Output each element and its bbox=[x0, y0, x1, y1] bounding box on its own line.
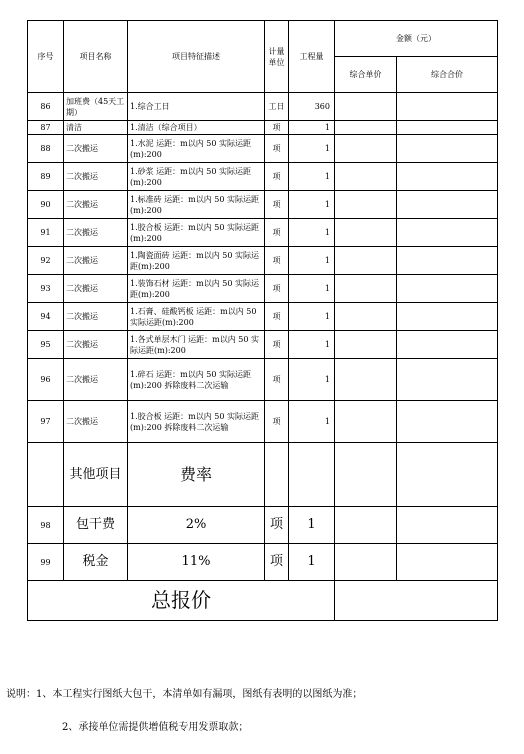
row-total-price bbox=[397, 121, 498, 135]
row-desc: 1.砂浆 运距：m以内 50 实际运距(m):200 bbox=[128, 163, 265, 191]
table-row bbox=[28, 135, 498, 163]
row-total-price bbox=[397, 401, 498, 443]
row-qty: 360 bbox=[289, 93, 335, 121]
row-desc: 1.石膏、硅酸钙板 运距：m以内 50 实际运距(m):200 bbox=[128, 303, 265, 331]
row-unit: 项 bbox=[265, 275, 289, 303]
row-seq: 96 bbox=[28, 359, 64, 401]
other-items-label: 其他项目 bbox=[64, 443, 128, 507]
row-unit: 项 bbox=[265, 401, 289, 443]
row-desc: 1.胶合板 运距：m以内 50 实际运距(m):200 bbox=[128, 219, 265, 247]
row-qty: 1 bbox=[289, 121, 335, 135]
total-quote-value bbox=[335, 581, 498, 621]
bill-of-quantities-table bbox=[27, 20, 498, 621]
header-desc: 项目特征描述 bbox=[128, 21, 265, 93]
header-qty: 工程量 bbox=[289, 21, 335, 93]
table-row bbox=[28, 401, 498, 443]
notes bbox=[6, 688, 362, 702]
row-name: 清洁 bbox=[64, 121, 128, 135]
row-total-price bbox=[397, 135, 498, 163]
row-unit: 项 bbox=[265, 303, 289, 331]
header-unit-price: 综合单价 bbox=[335, 57, 397, 93]
header-total-price: 综合合价 bbox=[397, 57, 498, 93]
row-name: 二次搬运 bbox=[64, 331, 128, 359]
row-total-price bbox=[397, 331, 498, 359]
row-unit-price bbox=[335, 331, 397, 359]
row-name: 二次搬运 bbox=[64, 303, 128, 331]
row-name: 二次搬运 bbox=[64, 275, 128, 303]
row-unit: 项 bbox=[265, 121, 289, 135]
fee-qty: 1 bbox=[289, 544, 335, 581]
table-row bbox=[28, 247, 498, 275]
row-qty: 1 bbox=[289, 401, 335, 443]
fee-qty: 1 bbox=[289, 507, 335, 544]
row-total-price bbox=[397, 303, 498, 331]
table-row bbox=[28, 219, 498, 247]
row-total-price bbox=[397, 247, 498, 275]
row-unit-price bbox=[335, 401, 397, 443]
other-items-header-row bbox=[28, 443, 498, 507]
row-qty: 1 bbox=[289, 247, 335, 275]
header-unit: 计量单位 bbox=[265, 21, 289, 93]
note-line-2: 2、承接单位需提供增值税专用发票取款； bbox=[62, 722, 249, 733]
row-desc: 1.陶瓷面砖 运距：m以内 50 实际运距(m):200 bbox=[128, 247, 265, 275]
row-qty: 1 bbox=[289, 275, 335, 303]
table-row bbox=[28, 359, 498, 401]
row-qty: 1 bbox=[289, 135, 335, 163]
row-seq: 97 bbox=[28, 401, 64, 443]
row-total-price bbox=[397, 219, 498, 247]
total-quote-label: 总报价 bbox=[28, 581, 335, 621]
row-unit-price bbox=[335, 93, 397, 121]
row-seq: 90 bbox=[28, 191, 64, 219]
row-desc: 1.各式单层木门 运距：m以内 50 实际运距(m):200 bbox=[128, 331, 265, 359]
table-row bbox=[28, 93, 498, 121]
row-qty: 1 bbox=[289, 219, 335, 247]
row-seq: 95 bbox=[28, 331, 64, 359]
row-unit-price bbox=[335, 275, 397, 303]
table-row bbox=[28, 303, 498, 331]
row-unit: 项 bbox=[265, 331, 289, 359]
row-name: 加班费（45天工期） bbox=[64, 93, 128, 121]
row-name: 二次搬运 bbox=[64, 247, 128, 275]
fee-name: 税金 bbox=[64, 544, 128, 581]
note-line-1: 说明：1、本工程实行图纸大包干，本清单如有漏项，图纸有表明的以图纸为准； bbox=[6, 689, 363, 700]
row-unit-price bbox=[335, 303, 397, 331]
row-unit: 工日 bbox=[265, 93, 289, 121]
header-seq: 序号 bbox=[28, 21, 64, 93]
row-name: 二次搬运 bbox=[64, 163, 128, 191]
table-row bbox=[28, 121, 498, 135]
row-total-price bbox=[397, 191, 498, 219]
fee-row bbox=[28, 544, 498, 581]
row-unit-price bbox=[335, 247, 397, 275]
row-seq: 93 bbox=[28, 275, 64, 303]
row-unit-price bbox=[335, 219, 397, 247]
row-seq: 89 bbox=[28, 163, 64, 191]
row-name: 二次搬运 bbox=[64, 219, 128, 247]
row-unit-price bbox=[335, 191, 397, 219]
row-desc: 1.综合工日 bbox=[128, 93, 265, 121]
fee-unit: 项 bbox=[265, 507, 289, 544]
row-desc: 1.装饰石材 运距：m以内 50 实际运距(m):200 bbox=[128, 275, 265, 303]
row-unit: 项 bbox=[265, 219, 289, 247]
total-row bbox=[28, 581, 498, 621]
fee-row bbox=[28, 507, 498, 544]
table-row bbox=[28, 331, 498, 359]
row-unit-price bbox=[335, 359, 397, 401]
row-seq: 92 bbox=[28, 247, 64, 275]
row-name: 二次搬运 bbox=[64, 401, 128, 443]
row-desc: 1.标准砖 运距：m以内 50 实际运距(m):200 bbox=[128, 191, 265, 219]
fee-rate: 11% bbox=[128, 544, 265, 581]
row-unit: 项 bbox=[265, 359, 289, 401]
row-desc: 1.胶合板 运距：m以内 50 实际运距(m):200 拆除废料二次运输 bbox=[128, 401, 265, 443]
row-seq: 86 bbox=[28, 93, 64, 121]
fee-unit: 项 bbox=[265, 544, 289, 581]
row-desc: 1.碎石 运距：m以内 50 实际运距(m):200 拆除废料二次运输 bbox=[128, 359, 265, 401]
rate-label: 费率 bbox=[128, 443, 265, 507]
row-desc: 1.水泥 运距：m以内 50 实际运距(m):200 bbox=[128, 135, 265, 163]
row-seq: 87 bbox=[28, 121, 64, 135]
fee-name: 包干费 bbox=[64, 507, 128, 544]
row-qty: 1 bbox=[289, 359, 335, 401]
fee-seq: 98 bbox=[28, 507, 64, 544]
other-seq bbox=[28, 443, 64, 507]
header-amount: 金额（元） bbox=[335, 21, 498, 57]
row-unit-price bbox=[335, 121, 397, 135]
fee-seq: 99 bbox=[28, 544, 64, 581]
row-seq: 94 bbox=[28, 303, 64, 331]
row-seq: 91 bbox=[28, 219, 64, 247]
row-unit: 项 bbox=[265, 163, 289, 191]
row-seq: 88 bbox=[28, 135, 64, 163]
row-name: 二次搬运 bbox=[64, 191, 128, 219]
header-name: 项目名称 bbox=[64, 21, 128, 93]
row-unit: 项 bbox=[265, 135, 289, 163]
row-unit-price bbox=[335, 163, 397, 191]
table-row bbox=[28, 163, 498, 191]
row-total-price bbox=[397, 93, 498, 121]
table-row bbox=[28, 191, 498, 219]
row-name: 二次搬运 bbox=[64, 359, 128, 401]
fee-rate: 2% bbox=[128, 507, 265, 544]
row-desc: 1.清洁（综合项目） bbox=[128, 121, 265, 135]
row-name: 二次搬运 bbox=[64, 135, 128, 163]
row-unit-price bbox=[335, 135, 397, 163]
row-qty: 1 bbox=[289, 303, 335, 331]
row-unit: 项 bbox=[265, 247, 289, 275]
row-unit: 项 bbox=[265, 191, 289, 219]
row-qty: 1 bbox=[289, 191, 335, 219]
row-qty: 1 bbox=[289, 331, 335, 359]
row-total-price bbox=[397, 163, 498, 191]
table-row bbox=[28, 275, 498, 303]
row-total-price bbox=[397, 359, 498, 401]
row-qty: 1 bbox=[289, 163, 335, 191]
row-total-price bbox=[397, 275, 498, 303]
